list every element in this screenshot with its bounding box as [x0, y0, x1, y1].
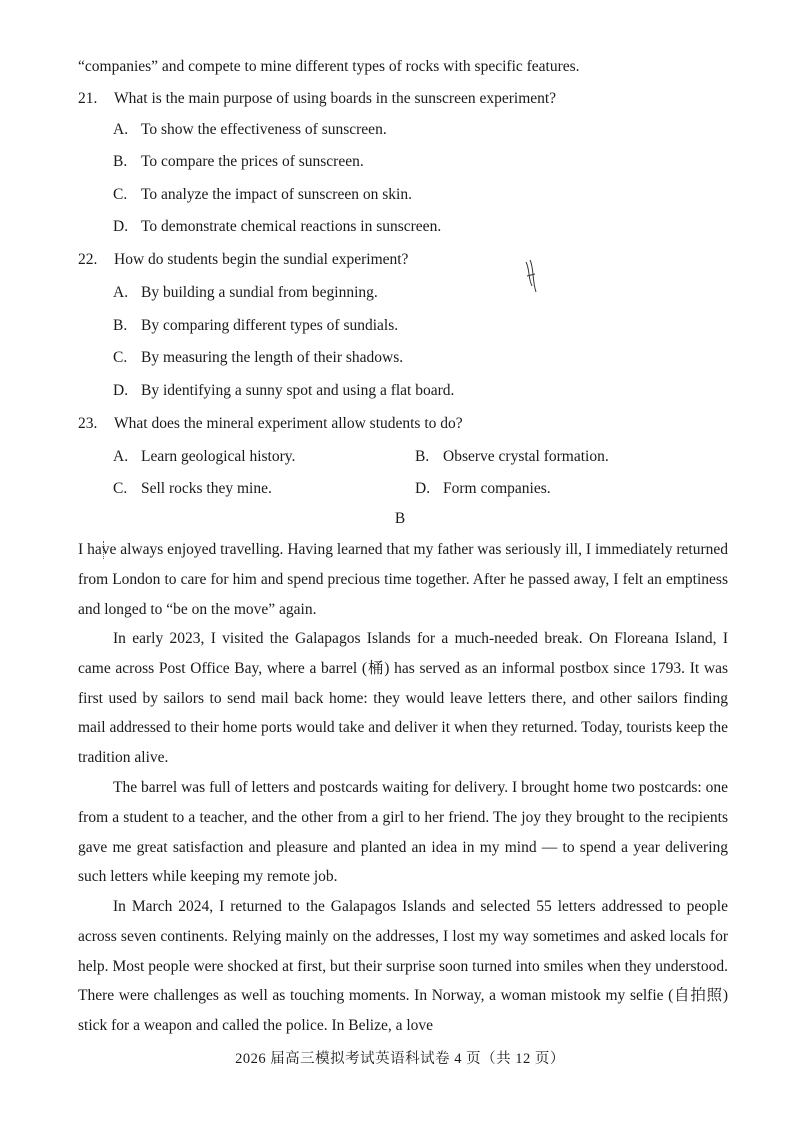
question-number: 22.	[78, 251, 98, 268]
passage-paragraph-3: The barrel was full of letters and postcards waiting for delivery. I brought home two postcards: one from a student to a teacher, and the other from a girl to her friend. The joy they brought to the recipients gave me great satisfaction and pleasure and planted an idea in my mind — to spend a year delivering such letters while keeping my remote job.	[78, 779, 728, 886]
option-23-c: C. Sell rocks they mine.	[113, 480, 272, 497]
question-22	[78, 250, 408, 270]
option-23-a: A. Learn geological history.	[113, 448, 296, 465]
option-22-b: B. By comparing different types of sundials.	[113, 317, 399, 334]
option-21-d: D. To demonstrate chemical reactions in sunscreen.	[113, 218, 442, 235]
option-23-d: D. Form companies.	[415, 480, 551, 497]
section-heading: B	[394, 510, 406, 527]
question-number: 21.	[78, 90, 98, 107]
option-21-b: B. To compare the prices of sunscreen.	[113, 153, 364, 170]
question-21	[78, 89, 556, 109]
passage-paragraph-4: In March 2024, I returned to the Galapagos Islands and selected 55 letters addressed to people across seven continents. Relying mainly on the addresses, I lost my way sometimes and asked locals for help. Most people were shocked at first, but their surprise soon turned into smiles when they understood. There were challenges as well as touching moments. In Norway, a woman mistook my selfie (自拍照) stick for a weapon and called the police. In Belize, a love	[78, 898, 728, 1035]
option-22-a: A. By building a sundial from beginning.	[113, 284, 378, 301]
question-number: 23.	[78, 415, 98, 432]
option-23-b: B. Observe crystal formation.	[415, 448, 609, 465]
option-21-c: C. To analyze the impact of sunscreen on skin.	[113, 186, 412, 203]
passage-paragraph-2: In early 2023, I visited the Galapagos Islands for a much-needed break. On Floreana Island, I came across Post Office Bay, where a barrel (桶) has served as an informal postbox since 1793. It was first used by sailors to send mail back home: they would leave letters there, and other sailors finding mail addressed to their home ports would take and deliver it when they returned. Today, tourists keep the tradition alive.	[78, 630, 728, 767]
option-22-c: C. By measuring the length of their shadows.	[113, 349, 404, 366]
question-text: How do students begin the sundial experiment?	[114, 251, 409, 268]
page-footer: 2026 届高三模拟考试英语科试卷 4 页（共 12 页）	[235, 1051, 565, 1067]
option-22-d: D. By identifying a sunny spot and using a flat board.	[113, 382, 455, 399]
continued-text-line: “companies” and compete to mine different types of rocks with specific features.	[78, 58, 580, 75]
pen-scribble-mark	[520, 258, 542, 298]
passage-paragraph-1: I have always enjoyed travelling. Having learned that my father was seriously ill, I immediately returned from London to care for him and spend precious time together. After he passed away, I felt an emptiness and longed to “be on the move” again.	[78, 541, 728, 618]
question-23	[78, 414, 463, 434]
question-text: What does the mineral experiment allow students to do?	[114, 415, 463, 432]
question-text: What is the main purpose of using boards in the sunscreen experiment?	[114, 90, 557, 107]
option-21-a: A. To show the effectiveness of sunscreen.	[113, 121, 387, 138]
